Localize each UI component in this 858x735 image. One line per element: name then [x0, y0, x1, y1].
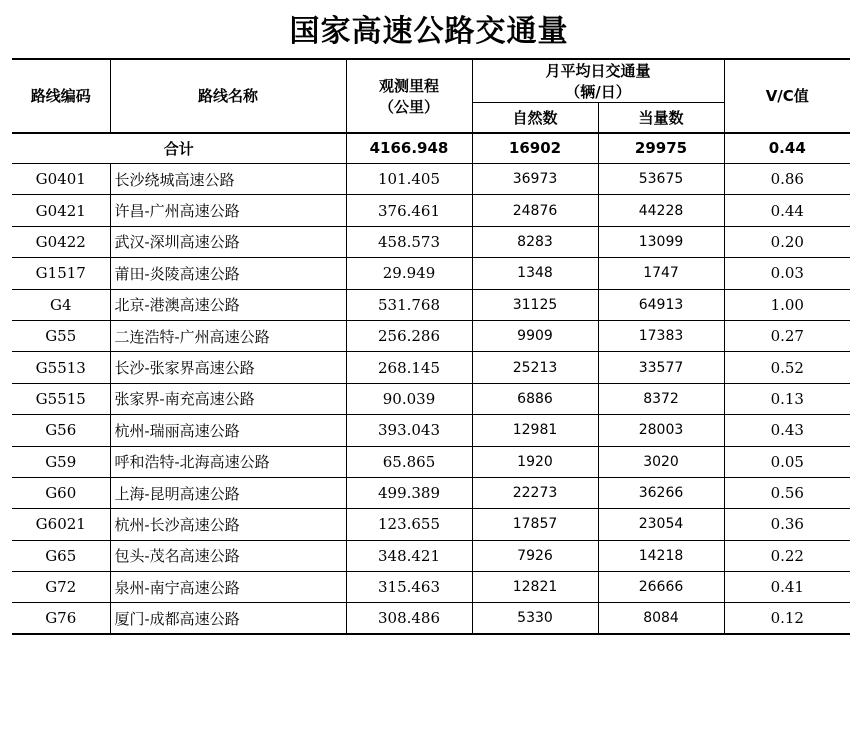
route-code-cell: G5513	[12, 352, 110, 383]
vc-ratio-cell: 0.03	[724, 258, 850, 289]
route-name-cell: 武汉-深圳高速公路	[110, 226, 346, 257]
table-row	[12, 415, 850, 446]
route-name-cell: 上海-昆明高速公路	[110, 477, 346, 508]
equivalent-count-cell: 8084	[598, 603, 724, 634]
mileage-cell: 90.039	[346, 383, 472, 414]
equivalent-count-cell: 44228	[598, 195, 724, 226]
table-row	[12, 477, 850, 508]
total-row	[12, 133, 850, 164]
vc-ratio-cell: 0.56	[724, 477, 850, 508]
vc-ratio-cell: 0.86	[724, 164, 850, 195]
mileage-cell: 393.043	[346, 415, 472, 446]
vc-ratio-cell: 0.05	[724, 446, 850, 477]
mileage-cell: 458.573	[346, 226, 472, 257]
natural-count-cell: 9909	[472, 320, 598, 351]
route-code-cell: G0422	[12, 226, 110, 257]
equivalent-count-cell: 33577	[598, 352, 724, 383]
vc-ratio-cell: 0.12	[724, 603, 850, 634]
natural-count-cell: 1920	[472, 446, 598, 477]
natural-count-cell: 12981	[472, 415, 598, 446]
vc-ratio-cell: 0.27	[724, 320, 850, 351]
table-row	[12, 383, 850, 414]
mileage-cell: 531.768	[346, 289, 472, 320]
equivalent-count-cell: 3020	[598, 446, 724, 477]
table-row	[12, 572, 850, 603]
equivalent-count-cell: 26666	[598, 572, 724, 603]
equivalent-count-cell: 53675	[598, 164, 724, 195]
vc-ratio-cell: 0.22	[724, 540, 850, 571]
mileage-cell: 315.463	[346, 572, 472, 603]
vc-ratio-cell: 0.44	[724, 195, 850, 226]
header-monthly-line1: 月平均日交通量	[545, 62, 651, 80]
route-name-cell: 长沙绕城高速公路	[110, 164, 346, 195]
route-code-cell: G4	[12, 289, 110, 320]
natural-count-cell: 17857	[472, 509, 598, 540]
route-name-cell: 许昌-广州高速公路	[110, 195, 346, 226]
vc-ratio-cell: 1.00	[724, 289, 850, 320]
equivalent-count-cell: 14218	[598, 540, 724, 571]
mileage-cell: 268.145	[346, 352, 472, 383]
equivalent-count-cell: 23054	[598, 509, 724, 540]
route-name-cell: 北京-港澳高速公路	[110, 289, 346, 320]
total-mileage: 4166.948	[346, 133, 472, 164]
equivalent-count-cell: 17383	[598, 320, 724, 351]
natural-count-cell: 31125	[472, 289, 598, 320]
table-body	[12, 133, 850, 635]
mileage-cell: 308.486	[346, 603, 472, 634]
route-name-cell: 杭州-瑞丽高速公路	[110, 415, 346, 446]
table-row	[12, 258, 850, 289]
route-code-cell: G0421	[12, 195, 110, 226]
table-row	[12, 509, 850, 540]
equivalent-count-cell: 13099	[598, 226, 724, 257]
route-name-cell: 包头-茂名高速公路	[110, 540, 346, 571]
natural-count-cell: 22273	[472, 477, 598, 508]
mileage-cell: 499.389	[346, 477, 472, 508]
route-name-cell: 泉州-南宁高速公路	[110, 572, 346, 603]
natural-count-cell: 36973	[472, 164, 598, 195]
route-name-cell: 杭州-长沙高速公路	[110, 509, 346, 540]
mileage-cell: 123.655	[346, 509, 472, 540]
total-natural: 16902	[472, 133, 598, 164]
traffic-table	[12, 58, 850, 635]
natural-count-cell: 5330	[472, 603, 598, 634]
table-row	[12, 320, 850, 351]
route-name-cell: 厦门-成都高速公路	[110, 603, 346, 634]
total-equivalent: 29975	[598, 133, 724, 164]
vc-ratio-cell: 0.13	[724, 383, 850, 414]
route-code-cell: G72	[12, 572, 110, 603]
page-title: 国家高速公路交通量	[289, 14, 569, 49]
mileage-cell: 376.461	[346, 195, 472, 226]
header-monthly-line2: （辆/日）	[565, 83, 631, 101]
equivalent-count-cell: 28003	[598, 415, 724, 446]
route-name-cell: 莆田-炎陵高速公路	[110, 258, 346, 289]
header-route-name: 路线名称	[110, 59, 346, 133]
mileage-cell: 29.949	[346, 258, 472, 289]
table-row	[12, 446, 850, 477]
header-route-code: 路线编码	[12, 59, 110, 133]
header-monthly-traffic	[472, 59, 724, 103]
table-row	[12, 540, 850, 571]
header-mileage	[346, 59, 472, 133]
header-mileage-line2: （公里）	[378, 97, 439, 116]
table-row	[12, 352, 850, 383]
route-code-cell: G60	[12, 477, 110, 508]
natural-count-cell: 7926	[472, 540, 598, 571]
route-code-cell: G55	[12, 320, 110, 351]
vc-ratio-cell: 0.43	[724, 415, 850, 446]
header-vc-ratio: V/C值	[724, 59, 850, 133]
mileage-cell: 348.421	[346, 540, 472, 571]
natural-count-cell: 8283	[472, 226, 598, 257]
vc-ratio-cell: 0.36	[724, 509, 850, 540]
header-natural-count: 自然数	[472, 103, 598, 133]
natural-count-cell: 12821	[472, 572, 598, 603]
equivalent-count-cell: 1747	[598, 258, 724, 289]
total-vc: 0.44	[724, 133, 850, 164]
vc-ratio-cell: 0.41	[724, 572, 850, 603]
route-code-cell: G65	[12, 540, 110, 571]
header-equivalent-count: 当量数	[598, 103, 724, 133]
mileage-cell: 101.405	[346, 164, 472, 195]
route-name-cell: 长沙-张家界高速公路	[110, 352, 346, 383]
mileage-cell: 65.865	[346, 446, 472, 477]
equivalent-count-cell: 64913	[598, 289, 724, 320]
equivalent-count-cell: 36266	[598, 477, 724, 508]
mileage-cell: 256.286	[346, 320, 472, 351]
table-header	[12, 59, 850, 133]
route-code-cell: G0401	[12, 164, 110, 195]
vc-ratio-cell: 0.20	[724, 226, 850, 257]
table-row	[12, 164, 850, 195]
route-name-cell: 二连浩特-广州高速公路	[110, 320, 346, 351]
natural-count-cell: 24876	[472, 195, 598, 226]
table-row	[12, 603, 850, 634]
total-label: 合计	[12, 133, 346, 164]
header-mileage-line1: 观测里程	[378, 76, 439, 95]
route-code-cell: G56	[12, 415, 110, 446]
route-code-cell: G5515	[12, 383, 110, 414]
vc-ratio-cell: 0.52	[724, 352, 850, 383]
table-row	[12, 289, 850, 320]
table-row	[12, 195, 850, 226]
route-name-cell: 呼和浩特-北海高速公路	[110, 446, 346, 477]
route-name-cell: 张家界-南充高速公路	[110, 383, 346, 414]
natural-count-cell: 1348	[472, 258, 598, 289]
route-code-cell: G1517	[12, 258, 110, 289]
natural-count-cell: 6886	[472, 383, 598, 414]
route-code-cell: G59	[12, 446, 110, 477]
equivalent-count-cell: 8372	[598, 383, 724, 414]
route-code-cell: G76	[12, 603, 110, 634]
route-code-cell: G6021	[12, 509, 110, 540]
natural-count-cell: 25213	[472, 352, 598, 383]
table-row	[12, 226, 850, 257]
